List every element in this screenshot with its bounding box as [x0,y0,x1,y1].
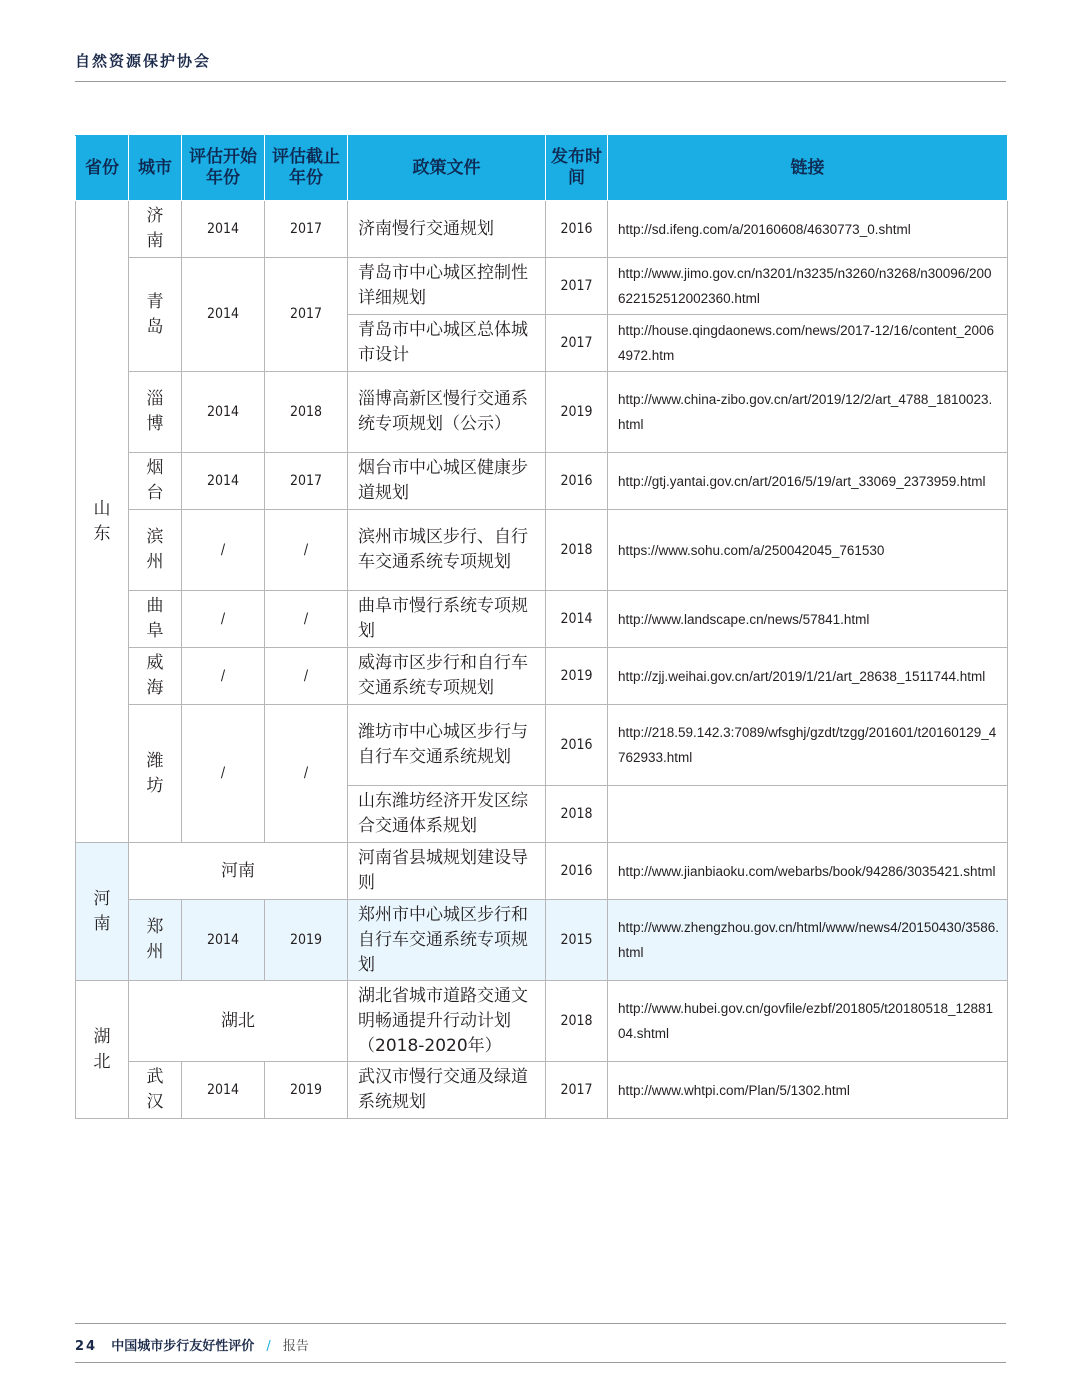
publish-year-cell: 2019 [546,648,608,705]
province-cell: 山东 [76,201,129,843]
end-year-cell: 2019 [265,1062,348,1119]
policy-cell: 郑州市中心城区步行和自行车交通系统专项规划 [348,900,546,981]
link-cell[interactable]: http://sd.ifeng.com/a/20160608/4630773_0.shtml [608,201,1008,258]
col-header-province: 省份 [76,136,129,201]
col-header-end-year: 评估截止年份 [265,136,348,201]
city-cell: 青岛 [129,258,182,372]
page-number: 24 [75,1339,98,1354]
start-year-cell: / [182,648,265,705]
city-cell: 滨州 [129,510,182,591]
report-title: 中国城市步行友好性评价 [111,1339,255,1354]
scope-cell: 河南 [129,843,348,900]
publish-year-cell: 2019 [546,372,608,453]
publish-year-cell: 2016 [546,843,608,900]
link-cell[interactable]: http://www.jianbiaoku.com/webarbs/book/94286/3035421.shtml [608,843,1008,900]
publish-year-cell: 2018 [546,510,608,591]
link-cell[interactable]: http://www.landscape.cn/news/57841.html [608,591,1008,648]
city-cell: 济南 [129,201,182,258]
table-row [76,591,1008,648]
policy-cell: 青岛市中心城区总体城市设计 [348,315,546,372]
link-cell[interactable]: http://gtj.yantai.gov.cn/art/2016/5/19/art_33069_2373959.html [608,453,1008,510]
start-year-cell: 2014 [182,1062,265,1119]
start-year-cell: 2014 [182,900,265,981]
policy-cell: 武汉市慢行交通及绿道系统规划 [348,1062,546,1119]
link-cell[interactable]: http://www.whtpi.com/Plan/5/1302.html [608,1062,1008,1119]
policy-cell: 潍坊市中心城区步行与自行车交通系统规划 [348,705,546,786]
start-year-cell: 2014 [182,453,265,510]
report-kind: 报告 [282,1339,309,1354]
publish-year-cell: 2018 [546,981,608,1062]
link-cell [608,786,1008,843]
publish-year-cell: 2017 [546,258,608,315]
link-cell[interactable]: http://house.qingdaonews.com/news/2017-12/16/content_20064972.htm [608,315,1008,372]
policy-cell: 烟台市中心城区健康步道规划 [348,453,546,510]
link-cell[interactable]: http://www.zhengzhou.gov.cn/html/www/news4/20150430/3586.html [608,900,1008,981]
policy-cell: 湖北省城市道路交通文明畅通提升行动计划（2018-2020年） [348,981,546,1062]
scope-cell: 湖北 [129,981,348,1062]
table-row [76,705,1008,786]
table-row [76,900,1008,981]
col-header-policy: 政策文件 [348,136,546,201]
end-year-cell: / [265,705,348,843]
link-cell[interactable]: http://218.59.142.3:7089/wfsghj/gzdt/tzgg/201601/t20160129_4762933.html [608,705,1008,786]
end-year-cell: 2018 [265,372,348,453]
footer-divider-bottom [75,1362,1006,1363]
start-year-cell: / [182,510,265,591]
table-row [76,201,1008,258]
end-year-cell: / [265,648,348,705]
province-cell: 湖北 [76,981,129,1119]
city-cell: 郑州 [129,900,182,981]
publish-year-cell: 2017 [546,315,608,372]
start-year-cell: 2014 [182,258,265,372]
end-year-cell: 2017 [265,201,348,258]
col-header-publish-year: 发布时间 [546,136,608,201]
city-cell: 淄博 [129,372,182,453]
end-year-cell: 2017 [265,258,348,372]
city-cell: 烟台 [129,453,182,510]
policy-cell: 曲阜市慢行系统专项规划 [348,591,546,648]
policy-cell: 青岛市中心城区控制性详细规划 [348,258,546,315]
page-footer [75,1335,309,1354]
start-year-cell: 2014 [182,372,265,453]
table-row [76,372,1008,453]
policy-cell: 威海市区步行和自行车交通系统专项规划 [348,648,546,705]
policy-cell: 淄博高新区慢行交通系统专项规划（公示） [348,372,546,453]
province-cell: 河南 [76,843,129,981]
table-row [76,453,1008,510]
link-cell[interactable]: http://www.hubei.gov.cn/govfile/ezbf/201805/t20180518_1288104.shtml [608,981,1008,1062]
city-cell: 曲阜 [129,591,182,648]
policy-cell: 济南慢行交通规划 [348,201,546,258]
end-year-cell: 2017 [265,453,348,510]
col-header-link: 链接 [608,136,1008,201]
table-row [76,510,1008,591]
table-row [76,843,1008,900]
policy-cell: 滨州市城区步行、自行车交通系统专项规划 [348,510,546,591]
table-header-row [76,136,1008,201]
city-cell: 武汉 [129,1062,182,1119]
publish-year-cell: 2015 [546,900,608,981]
start-year-cell: / [182,591,265,648]
col-header-start-year: 评估开始年份 [182,136,265,201]
col-header-city: 城市 [129,136,182,201]
start-year-cell: / [182,705,265,843]
footer-separator: / [266,1339,271,1354]
city-cell: 威海 [129,648,182,705]
start-year-cell: 2014 [182,201,265,258]
end-year-cell: / [265,510,348,591]
link-cell[interactable]: https://www.sohu.com/a/250042045_761530 [608,510,1008,591]
publish-year-cell: 2014 [546,591,608,648]
header-divider [75,81,1006,82]
publish-year-cell: 2016 [546,453,608,510]
org-name: 自然资源保护协会 [75,52,212,70]
link-cell[interactable]: http://www.china-zibo.gov.cn/art/2019/12/2/art_4788_1810023.html [608,372,1008,453]
publish-year-cell: 2017 [546,1062,608,1119]
footer-divider-top [75,1323,1006,1324]
link-cell[interactable]: http://www.jimo.gov.cn/n3201/n3235/n3260/n3268/n30096/200622152512002360.html [608,258,1008,315]
end-year-cell: 2019 [265,900,348,981]
link-cell[interactable]: http://zjj.weihai.gov.cn/art/2019/1/21/art_28638_1511744.html [608,648,1008,705]
table-row [76,648,1008,705]
policy-cell: 河南省县城规划建设导则 [348,843,546,900]
city-cell: 潍坊 [129,705,182,843]
publish-year-cell: 2016 [546,201,608,258]
end-year-cell: / [265,591,348,648]
policy-cell: 山东潍坊经济开发区综合交通体系规划 [348,786,546,843]
policy-table [75,135,1008,1119]
table-row [76,258,1008,315]
publish-year-cell: 2018 [546,786,608,843]
table-row [76,1062,1008,1119]
publish-year-cell: 2016 [546,705,608,786]
table-row [76,981,1008,1062]
